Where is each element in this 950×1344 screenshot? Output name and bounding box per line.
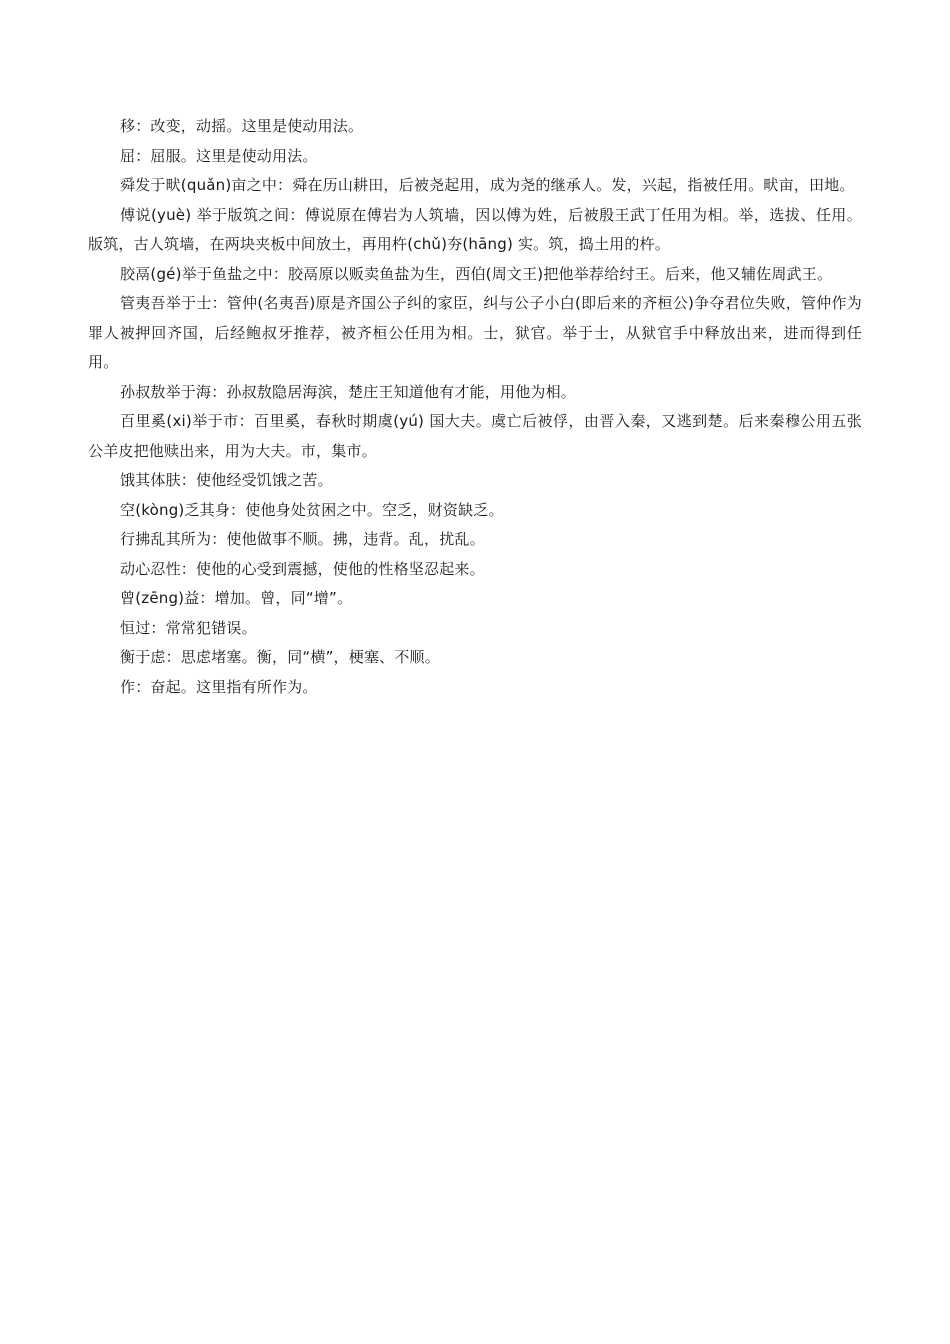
note-fu-yue: 傅说(yuè) 举于版筑之间：傅说原在傅岩为人筑墙，因以傅为姓，后被殷王武丁任用为相。举，选拔、任用。版筑，古人筑墙，在两块夹板中间放土，再用杵(chǔ)夯(hāng) 实。筑，捣土用的杵。: [88, 205, 862, 253]
note-hengguo: 恒过：常常犯错误。: [120, 618, 257, 637]
note-yi: 移：改变，动摇。这里是使动用法。: [120, 117, 364, 135]
note-jiao-ge: 胶鬲(gé)举于鱼盐之中：胶鬲原以贩卖鱼盐为生，西伯(周文王)把他举荐给纣王。后来，他又辅佐周武王。: [120, 264, 833, 283]
document-body: [88, 112, 862, 702]
note-guan-yiwu: 管夷吾举于士：管仲(名夷吾)原是齐国公子纠的家臣，纠与公子小白(即后来的齐桓公)争夺君位失败，管仲作为罪人被押回齐国，后经鲍叔牙推荐，被齐桓公任用为相。士，狱官。举于士，从狱官手中释放出来，进而得到任用。: [88, 294, 862, 371]
note-zuo: 作：奋起。这里指有所作为。: [120, 677, 318, 696]
note-fuluan: 行拂乱其所为：使他做事不顺。拂，违背。乱，扰乱。: [120, 530, 485, 548]
note-baili-xi: 百里奚(xi)举于市：百里奚，春秋时期虞(yú) 国大夫。虞亡后被俘，由晋入秦，又逃到楚。后来秦穆公用五张公羊皮把他赎出来，用为大夫。市，集市。: [88, 412, 862, 460]
note-heng-yu-lv: 衡于虑：思虑堵塞。衡，同“横”，梗塞、不顺。: [120, 648, 440, 666]
note-dongxin: 动心忍性：使他的心受到震撼，使他的性格坚忍起来。: [120, 559, 485, 578]
note-shun: 舜发于畎(quǎn)亩之中：舜在历山耕田，后被尧起用，成为尧的继承人。发，兴起，指被任用。畎亩，田地。: [120, 176, 855, 194]
note-e-qi-tifu: 饿其体肤：使他经受饥饿之苦。: [120, 471, 333, 489]
note-sun-shuao: 孙叔敖举于海：孙叔敖隐居海滨，楚庄王知道他有才能，用他为相。: [120, 382, 577, 401]
note-kongfa: 空(kòng)乏其身：使他身处贫困之中。空乏，财资缺乏。: [120, 500, 504, 519]
note-qu: 屈：屈服。这里是使动用法。: [120, 146, 318, 165]
note-zengyi: 曾(zēng)益：增加。曾，同“增”。: [120, 589, 353, 607]
